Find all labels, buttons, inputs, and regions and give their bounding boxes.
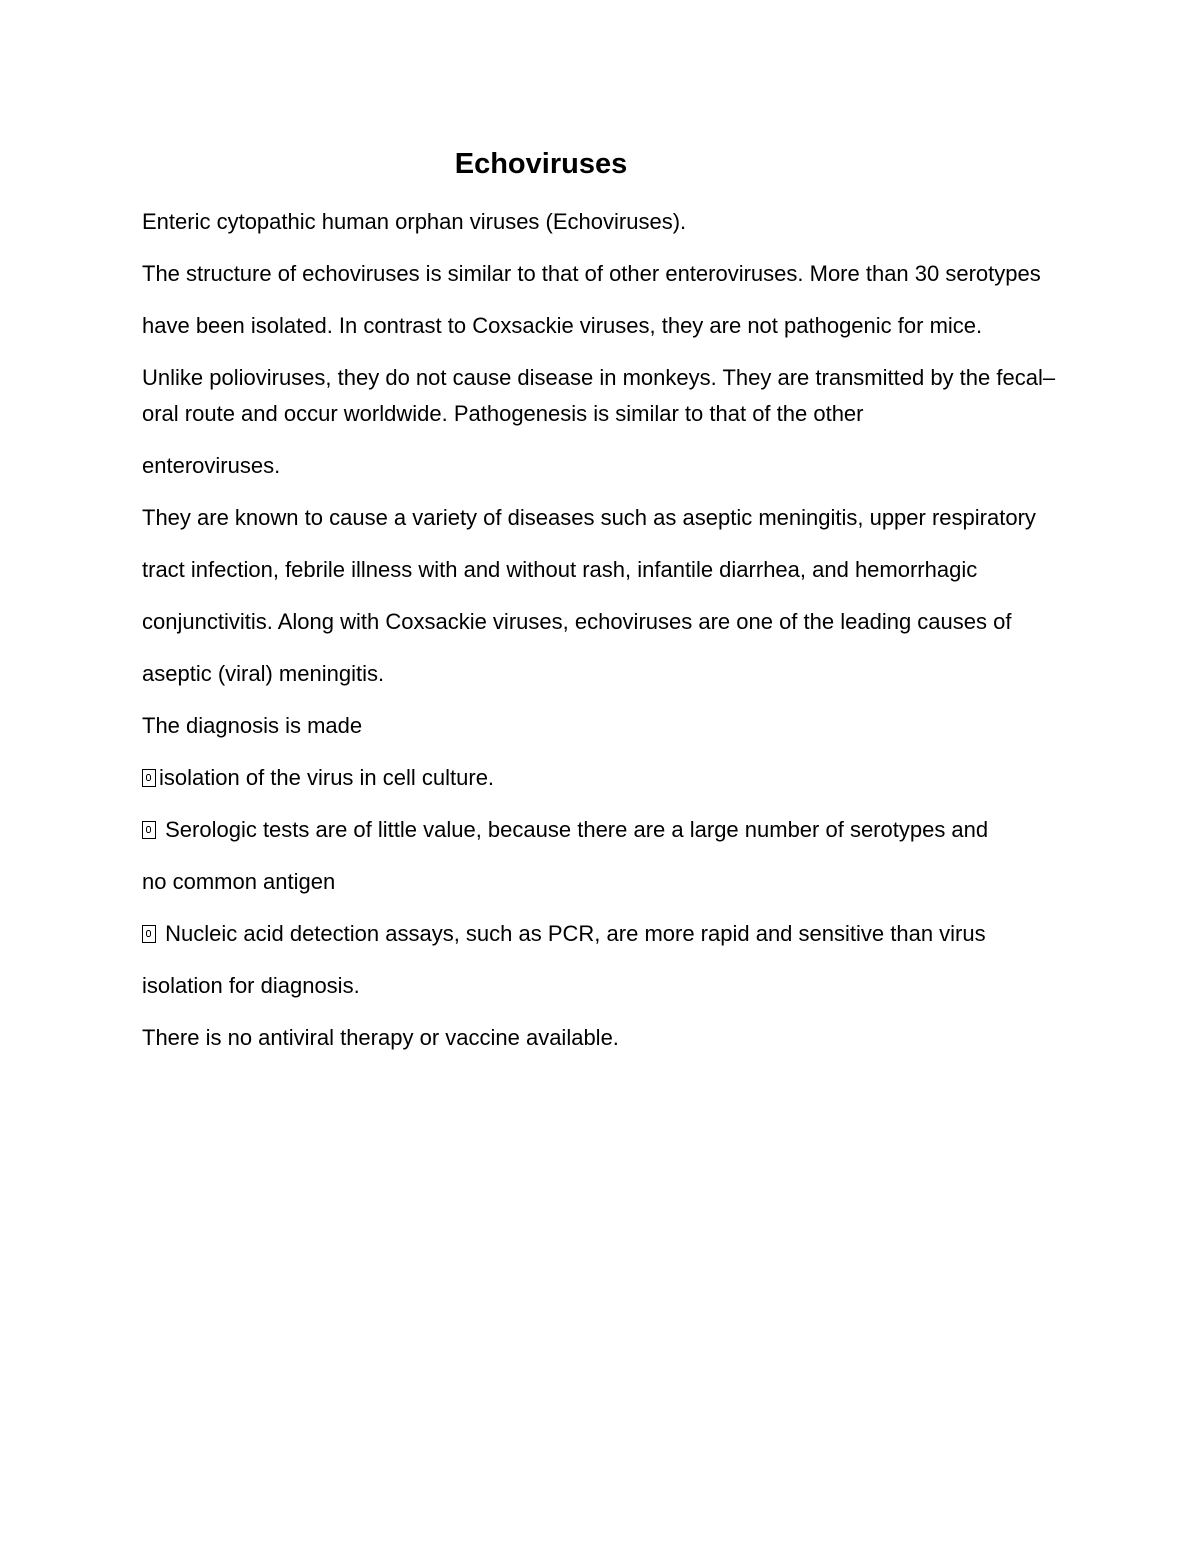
bullet-text: Serologic tests are of little value, because there are a large number of serotypes and [159,817,989,842]
paragraph-tract-infection: tract infection, febrile illness with and without rash, infantile diarrhea, and hemorrhagic [142,557,978,582]
bullet-item-nucleic-acid [142,916,1072,952]
paragraph-diseases: They are known to cause a variety of diseases such as aseptic meningitis, upper respiratory [142,505,1036,530]
bullet-item-serologic [142,812,1072,848]
paragraph-meningitis: aseptic (viral) meningitis. [142,661,385,686]
bullet-text: isolation of the virus in cell culture. [159,765,495,790]
paragraph-enteroviruses: enteroviruses. [142,453,281,478]
missing-glyph-icon [142,821,156,839]
bullet-text: Nucleic acid detection assays, such as PCR, are more rapid and sensitive than virus [159,921,986,946]
paragraph-closing: There is no antiviral therapy or vaccine available. [142,1025,619,1050]
missing-glyph-icon [142,925,156,943]
paragraph-transmission: Unlike polioviruses, they do not cause disease in monkeys. They are transmitted by the fecal–oral route and occur worldwide. Pathogenesis is similar to that of the other [142,365,1056,426]
paragraph-isolation-diagnosis: isolation for diagnosis. [142,973,360,998]
document-body [142,204,1072,1072]
paragraph-structure: The structure of echoviruses is similar to that of other enteroviruses. More than 30 serotypes [142,261,1041,286]
bullet-item-cell-culture [142,760,1072,796]
paragraph-diagnosis-intro: The diagnosis is made [142,713,363,738]
missing-glyph-icon [142,769,156,787]
paragraph-common-antigen: no common antigen [142,869,336,894]
paragraph-intro: Enteric cytopathic human orphan viruses (Echoviruses). [142,209,687,234]
document-title: Echoviruses [454,148,628,180]
paragraph-isolation: have been isolated. In contrast to Coxsackie viruses, they are not pathogenic for mice. [142,313,983,338]
paragraph-conjunctivitis: conjunctivitis. Along with Coxsackie viruses, echoviruses are one of the leading causes of [142,609,1012,634]
